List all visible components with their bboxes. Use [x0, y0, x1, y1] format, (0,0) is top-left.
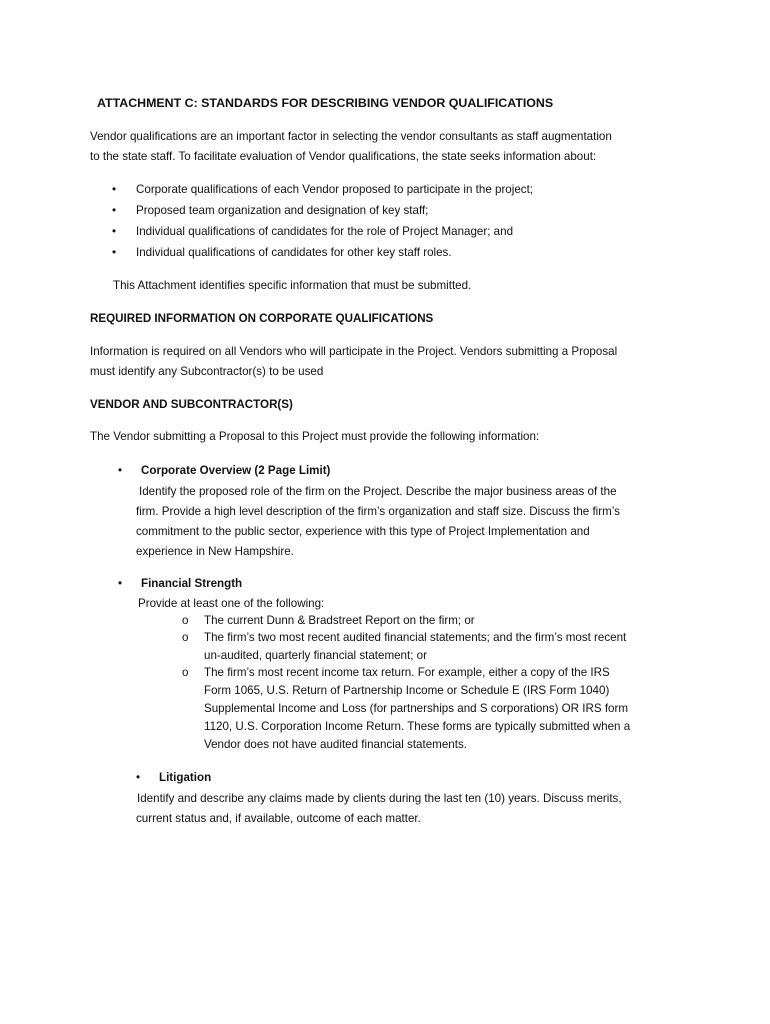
- bullet-icon: •: [112, 204, 117, 217]
- required-line-1: Information is required on all Vendors who will participate in the Project. Vendors submitting a Proposal: [90, 345, 618, 358]
- list-item-text: Corporate qualifications of each Vendor proposed to participate in the project;: [136, 183, 534, 196]
- overview-line: Identify the proposed role of the firm on the Project. Describe the major business areas of the: [139, 485, 617, 498]
- litigation-heading: Litigation: [159, 771, 212, 784]
- intro-line-2: to the state staff. To facilitate evaluation of Vendor qualifications, the state seeks information about:: [90, 150, 597, 163]
- overview-line: commitment to the public sector, experience with this type of Project Implementation and: [136, 525, 590, 538]
- required-heading: REQUIRED INFORMATION ON CORPORATE QUALIFICATIONS: [90, 312, 434, 325]
- attachment-note: This Attachment identifies specific information that must be submitted.: [113, 279, 472, 292]
- bullet-icon: •: [118, 464, 123, 477]
- litigation-line: Identify and describe any claims made by clients during the last ten (10) years. Discuss merits,: [137, 792, 622, 805]
- overview-line: experience in New Hampshire.: [136, 545, 294, 558]
- list-item-text: Individual qualifications of candidates for the role of Project Manager; and: [136, 225, 514, 238]
- litigation-line: current status and, if available, outcome of each matter.: [136, 812, 421, 825]
- list-item-text: Proposed team organization and designation of key staff;: [136, 204, 429, 217]
- overview-line: firm. Provide a high level description of the firm’s organization and staff size. Discuss the firm’s: [136, 505, 620, 518]
- bullet-icon: •: [112, 183, 117, 196]
- option-line: un-audited, quarterly financial statement; or: [204, 649, 427, 662]
- financial-strength-heading: Financial Strength: [141, 577, 243, 590]
- option-line: The firm’s most recent income tax return. For example, either a copy of the IRS: [204, 666, 610, 679]
- intro-line-1: Vendor qualifications are an important factor in selecting the vendor consultants as staff augmentation: [90, 130, 612, 143]
- vendor-intro: The Vendor submitting a Proposal to this Project must provide the following information:: [90, 430, 540, 443]
- document-title: ATTACHMENT C: STANDARDS FOR DESCRIBING VENDOR QUALIFICATIONS: [97, 96, 554, 110]
- option-line: Vendor does not have audited financial statements.: [204, 738, 467, 751]
- litigation-body: [137, 789, 622, 829]
- option-line: Form 1065, U.S. Return of Partnership Income or Schedule E (IRS Form 1040): [204, 684, 610, 697]
- sub-bullet-icon: o: [182, 631, 189, 644]
- bullet-icon: •: [112, 225, 117, 238]
- bullet-icon: •: [136, 771, 141, 784]
- bullet-icon: •: [118, 577, 123, 590]
- option-line: The current Dunn & Bradstreet Report on the firm; or: [204, 614, 475, 627]
- option-line: Supplemental Income and Loss (for partnerships and S corporations) OR IRS form: [204, 702, 629, 715]
- corporate-overview-heading: Corporate Overview (2 Page Limit): [141, 464, 331, 477]
- financial-strength-intro: Provide at least one of the following:: [138, 597, 325, 610]
- required-line-2: must identify any Subcontractor(s) to be used: [90, 365, 324, 378]
- list-item-text: Individual qualifications of candidates for other key staff roles.: [136, 246, 452, 259]
- sub-bullet-icon: o: [182, 666, 189, 679]
- option-line: The firm’s two most recent audited financial statements; and the firm’s most recent: [204, 631, 627, 644]
- option-line: 1120, U.S. Corporation Income Return. These forms are typically submitted when a: [204, 720, 631, 733]
- sub-bullet-icon: o: [182, 614, 189, 627]
- bullet-icon: •: [112, 246, 117, 259]
- corporate-overview-body: [136, 482, 680, 562]
- vendor-heading: VENDOR AND SUBCONTRACTOR(S): [90, 398, 293, 411]
